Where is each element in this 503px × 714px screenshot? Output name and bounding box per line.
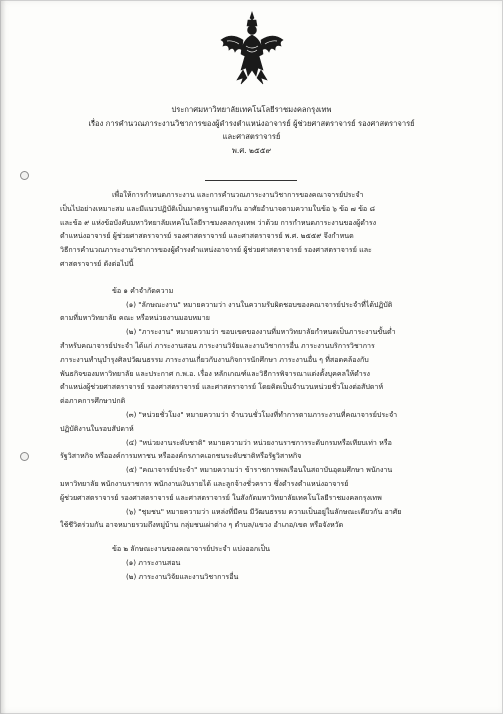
intro-line: และข้อ ๙ แห่งข้อบังคับมหาวิทยาลัยเทคโนโลยีราชมงคลกรุงเทพ ว่าด้วย การกำหนดภาระงานของผู้ดำรง [60, 217, 377, 227]
announcement-subject: เรื่อง การคำนวณภาระงานวิชาการของผู้ดำรงตำแหน่งอาจารย์ ผู้ช่วยศาสตราจารย์ รองศาสตราจารย์ [88, 118, 415, 128]
definition-5 [60, 463, 445, 504]
definition-line: ผู้ช่วยศาสตราจารย์ รองศาสตราจารย์ และศาสตราจารย์ ในสังกัดมหาวิทยาลัยเทคโนโลยีราชมงคลกรุงเทพ [60, 492, 382, 502]
definition-line: ปฏิบัติงานในรอบสัปดาห์ [60, 423, 134, 433]
intro-line: วิธีการคำนวณภาระงานวิชาการของผู้ดำรงตำแหน่งอาจารย์ ผู้ช่วยศาสตราจารย์ รองศาสตราจารย์ และ [60, 245, 372, 255]
intro-line: ตำแหน่งอาจารย์ ผู้ช่วยศาสตราจารย์ รองศาสตราจารย์ และศาสตราจารย์ พ.ศ. ๒๕๕๙ จึงกำหนด [60, 231, 354, 241]
definition-line: ตำแหน่งผู้ช่วยศาสตราจารย์ รองศาสตราจารย์ และศาสตราจารย์ โดยคิดเป็นจำนวนหน่วยชั่วโมงต่อสัปดาห์ [60, 382, 384, 392]
announcement-header [0, 103, 503, 157]
intro-line: เป็นไปอย่างเหมาะสม และมีแนวปฏิบัติเป็นมาตรฐานเดียวกัน อาศัยอำนาจตามความในข้อ ๖ ข้อ ๗ ข้อ ๘ [60, 203, 375, 213]
definition-line: ตามที่มหาวิทยาลัย คณะ หรือหน่วยงานมอบหมาย [60, 313, 210, 323]
definition-3 [60, 408, 445, 436]
definition-line: รัฐวิสาหกิจ หรือองค์การมหาชน หรือองค์กรภาคเอกชนระดับชาติหรือรัฐวิสาหกิจ [60, 451, 302, 461]
intro-line: ศาสตราจารย์ ดังต่อไปนี้ [60, 258, 134, 268]
definition-line: (๒) "ภาระงาน" หมายความว่า ขอบเขตของงานที่มหาวิทยาลัยกำหนดเป็นภาระงานขั้นต่ำ [126, 327, 396, 337]
definition-line: ใช้ชีวิตร่วมกัน อาจหมายรวมถึงหมู่บ้าน กลุ่มชนเผ่าต่าง ๆ ตำบล/แขวง อำเภอ/เขต หรือจังหวัด [60, 520, 344, 530]
definition-line: พันธกิจของมหาวิทยาลัย และประกาศ ก.พ.อ. เรื่อง หลักเกณฑ์และวิธีการพิจารณาแต่งตั้งบุคคลให้ดำรง [60, 368, 371, 378]
intro-line: เพื่อให้การกำหนดภาระงาน และการคำนวณภาระงานวิชาการของคณาจารย์ประจำ [112, 190, 364, 199]
definition-6 [60, 505, 445, 533]
announcement-body [60, 188, 445, 584]
definition-line: ภาระงานทำนุบำรุงศิลปวัฒนธรรม ภาระงานเกี่ยวกับงานกิจการนักศึกษา ภาระงานอื่น ๆ ที่สอดคล้องกับ [60, 354, 369, 364]
clause-2-heading: ข้อ ๒ ลักษณะงานของคณาจารย์ประจำ แบ่งออกเป็น [112, 544, 270, 554]
definition-1 [60, 298, 445, 326]
garuda-emblem [219, 10, 285, 86]
definition-line: (๖) "ชุมชน" หมายความว่า แหล่งที่มีคน มีวัฒนธรรม ความเป็นอยู่ในลักษณะเดียวกัน อาศัย [126, 506, 402, 516]
definition-2 [60, 325, 445, 408]
announcement-year: พ.ศ. ๒๕๕๙ [231, 145, 272, 155]
definition-line: (๓) "หน่วยชั่วโมง" หมายความว่า จำนวนชั่วโมงที่ทำการตามภาระงานที่คณาจารย์ประจำ [126, 409, 398, 419]
binder-hole-top [20, 171, 29, 180]
intro-paragraph [60, 188, 445, 271]
announcement-subject-cont: และศาสตราจารย์ [222, 132, 281, 142]
definition-line: (๕) "คณาจารย์ประจำ" หมายความว่า ข้าราชการพลเรือนในสถาบันอุดมศึกษา พนักงาน [126, 465, 393, 475]
announcement-issuer: ประกาศมหาวิทยาลัยเทคโนโลยีราชมงคลกรุงเทพ [171, 105, 332, 114]
clause-2-item: (๑) ภาระงานสอน [126, 557, 181, 567]
definition-line: สำหรับคณาจารย์ประจำ ได้แก่ ภาระงานสอน ภาระงานวิจัยและงานวิชาการอื่น ภาระงานบริการวิชาการ [60, 340, 375, 350]
clause-2-item: (๒) ภาระงานวิจัยและงานวิชาการอื่น [126, 571, 239, 581]
clause-1-heading: ข้อ ๑ คำจำกัดความ [112, 285, 174, 295]
definition-line: ต่อภาคการศึกษาปกติ [60, 396, 126, 406]
definition-line: (๑) "ลักษณะงาน" หมายความว่า งานในความรับผิดชอบของคณาจารย์ประจำที่ได้ปฏิบัติ [126, 299, 393, 309]
binder-hole-bottom [20, 452, 29, 461]
definition-line: มหาวิทยาลัย พนักงานราชการ พนักงานเงินรายได้ และลูกจ้างชั่วคราว ซึ่งดำรงตำแหน่งอาจารย์ [60, 478, 349, 488]
definition-line: (๔) "หน่วยงานระดับชาติ" หมายความว่า หน่วยงานราชการระดับกรมหรือเทียบเท่า หรือ [126, 437, 392, 447]
header-divider [205, 180, 297, 181]
definition-4 [60, 436, 445, 464]
